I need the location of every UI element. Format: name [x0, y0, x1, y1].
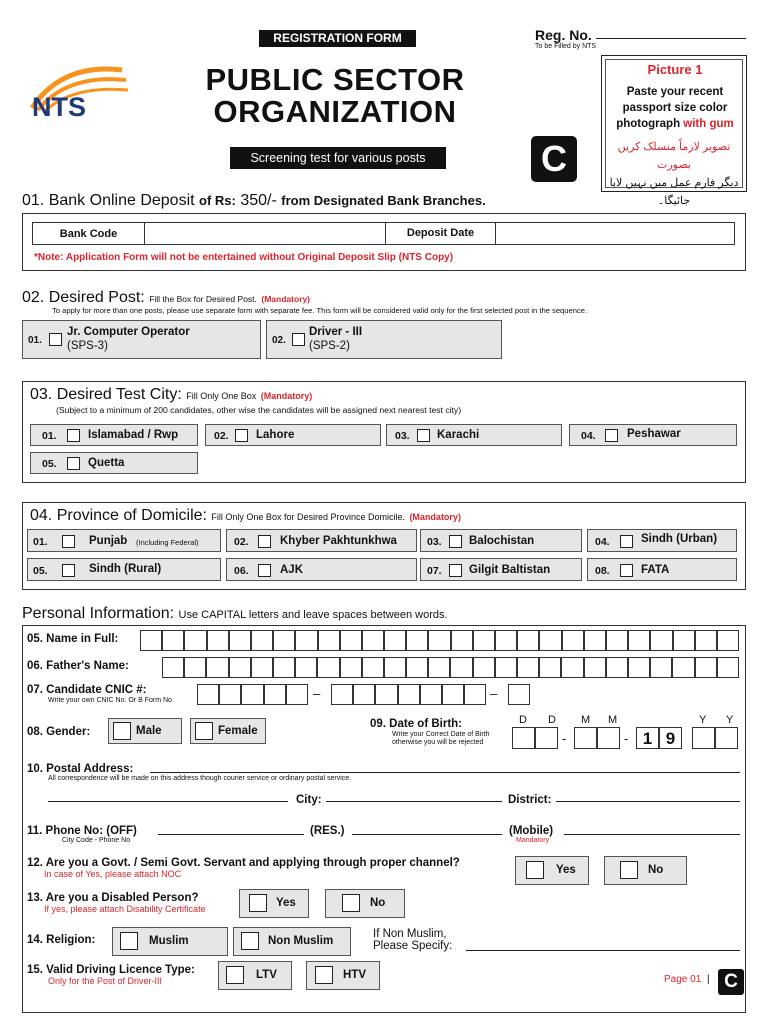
cnic-part2-cell[interactable] [331, 684, 353, 705]
disabled-note: If yes, please attach Disability Certificate [44, 904, 206, 914]
father-cell[interactable] [251, 657, 273, 678]
reg-no-field[interactable] [596, 38, 746, 39]
post-option-1-scale: (SPS-3) [67, 340, 108, 352]
bank-heading-tail: from Designated Bank Branches. [281, 193, 486, 208]
domicile-option-4[interactable] [587, 529, 737, 552]
non-muslim-field[interactable] [466, 950, 740, 951]
dob-note [392, 731, 490, 747]
city-instruction: Fill Only One Box [186, 391, 257, 401]
father-cell[interactable] [384, 657, 406, 678]
dob-letter-d2: D [548, 714, 556, 726]
picture-gum: with gum [683, 118, 734, 130]
dob-month-boxes[interactable] [574, 727, 620, 749]
city-option-1-checkbox[interactable] [67, 429, 80, 442]
post-option-1-num: 01. [28, 335, 42, 346]
city-option-2-checkbox[interactable] [235, 429, 248, 442]
cnic-grid-1[interactable] [197, 684, 308, 705]
domicile-option-1-checkbox[interactable] [62, 535, 75, 548]
licence-htv-label: HTV [343, 969, 366, 981]
cnic-grid-3[interactable] [508, 684, 530, 705]
father-cell[interactable] [584, 657, 606, 678]
nts-logo [22, 58, 132, 128]
religion-non-muslim-checkbox[interactable] [241, 932, 259, 950]
dob-sep-1: - [562, 731, 567, 746]
domicile-option-8[interactable] [587, 558, 737, 581]
cnic-part2-cell[interactable] [353, 684, 375, 705]
name-cell[interactable] [539, 630, 561, 651]
title-line-2: ORGANIZATION [213, 94, 457, 129]
deposit-date-label: Deposit Date [386, 223, 496, 244]
dob-year-1: 1 [636, 727, 659, 749]
father-cell[interactable] [206, 657, 228, 678]
domicile-option-8-checkbox[interactable] [620, 564, 633, 577]
domicile-option-5-name: Sindh (Rural) [89, 563, 162, 575]
phone-res-label: (RES.) [310, 825, 345, 837]
licence-ltv-label: LTV [256, 969, 277, 981]
cnic-dash-2: – [490, 686, 498, 701]
bank-note: *Note: Application Form will not be entertained without Original Deposit Slip (NTS Copy) [34, 252, 454, 263]
city-option-3[interactable] [386, 424, 562, 446]
gender-male-checkbox[interactable] [113, 722, 131, 740]
govt-yes-label: Yes [556, 864, 576, 876]
phone-note: City Code - Phone No [62, 837, 131, 844]
city-option-1-num: 01. [42, 430, 57, 442]
name-cell[interactable] [562, 630, 584, 651]
bank-heading [22, 192, 486, 210]
post-option-1[interactable] [22, 320, 261, 359]
dob-year-boxes[interactable] [636, 727, 738, 749]
dob-day-1[interactable] [512, 727, 535, 749]
domicile-option-2-name: Khyber Pakhtunkhwa [280, 535, 397, 547]
city-option-1[interactable] [30, 424, 198, 446]
city-option-4-checkbox[interactable] [605, 429, 618, 442]
post-instruction: Fill the Box for Desired Post. [149, 294, 257, 304]
licence-label: 15. Valid Driving Licence Type: [27, 964, 195, 976]
licence-note: Only for the Post of Driver-III [48, 976, 163, 986]
govt-label: 12. Are you a Govt. / Semi Govt. Servant and applying through proper channel? [27, 857, 460, 869]
name-cell[interactable] [628, 630, 650, 651]
city-option-3-checkbox[interactable] [417, 429, 430, 442]
cnic-part2-cell[interactable] [375, 684, 397, 705]
domicile-option-6-name: AJK [280, 564, 304, 576]
city-option-4-name: Peshawar [627, 428, 681, 440]
non-muslim-specify [373, 928, 452, 952]
domicile-option-6[interactable] [226, 558, 417, 581]
domicile-option-4-num: 04. [595, 536, 610, 548]
city-mandatory: (Mandatory) [260, 391, 313, 401]
picture-line-3 [602, 116, 748, 132]
dob-year-4[interactable] [715, 727, 738, 749]
name-cell[interactable] [406, 630, 428, 651]
picture-urdu-note [606, 138, 742, 210]
govt-no-checkbox[interactable] [620, 861, 638, 879]
phone-off-field[interactable] [158, 834, 304, 835]
dob-label: 09. Date of Birth: [370, 718, 463, 730]
cnic-part3-cell[interactable] [508, 684, 530, 705]
govt-no[interactable] [604, 856, 687, 885]
address-city-label: City: [296, 794, 322, 806]
name-cell[interactable] [251, 630, 273, 651]
city-option-2-name: Lahore [256, 429, 295, 441]
father-cell[interactable] [539, 657, 561, 678]
name-cell[interactable] [140, 630, 162, 651]
personal-heading [22, 605, 448, 623]
city-option-2[interactable] [205, 424, 381, 446]
post-subnote: To apply for more than one posts, please use separate form with separate fee. This form will be considered valid only for the first selected post in the sequence. [52, 306, 588, 315]
father-cell[interactable] [517, 657, 539, 678]
address-city-field[interactable] [326, 801, 502, 802]
dob-letter-m2: M [608, 714, 618, 726]
phone-mobile-label: (Mobile) [509, 825, 554, 837]
address-note: All correspondence will be made on this address though courier service or ordinary postal service. [48, 775, 352, 782]
disabled-no-label: No [370, 897, 386, 909]
name-grid[interactable] [140, 630, 739, 651]
father-cell[interactable] [184, 657, 206, 678]
domicile-option-7-checkbox[interactable] [449, 564, 462, 577]
disabled-no[interactable] [325, 889, 405, 918]
cnic-note: Write your own CNIC No. Or B Form No. [48, 697, 174, 704]
name-cell[interactable] [273, 630, 295, 651]
domicile-heading [30, 507, 461, 525]
non-muslim-line-1: If Non Muslim, [373, 928, 447, 940]
bank-table [32, 222, 735, 245]
city-subnote: (Subject to a minimum of 200 candidates, other wise the candidates will be assigned next nearest test city) [56, 405, 462, 415]
domicile-option-3-num: 03. [427, 536, 442, 548]
name-cell[interactable] [229, 630, 251, 651]
domicile-heading-text: 04. Province of Domicile: [30, 507, 207, 524]
personal-heading-text: Personal Information: [22, 605, 175, 622]
domicile-option-1-num: 01. [33, 536, 48, 548]
religion-non-muslim[interactable] [233, 927, 351, 956]
govt-yes-checkbox[interactable] [526, 861, 544, 879]
name-label: 05. Name in Full: [27, 633, 119, 645]
name-cell[interactable] [695, 630, 717, 651]
name-cell[interactable] [295, 630, 317, 651]
non-muslim-line-2: Please Specify: [373, 940, 453, 952]
picture-line-3-text: photograph [616, 118, 681, 130]
phone-mobile-mandatory: Mandatory [516, 837, 550, 844]
phone-res-field[interactable] [352, 834, 502, 835]
name-cell[interactable] [650, 630, 672, 651]
father-cell[interactable] [561, 657, 583, 678]
cnic-part2-cell[interactable] [420, 684, 442, 705]
father-cell[interactable] [229, 657, 251, 678]
disabled-yes-label: Yes [276, 897, 296, 909]
name-cell[interactable] [451, 630, 473, 651]
logo-text: NTS [32, 92, 86, 122]
gender-female-label: Female [218, 725, 258, 737]
title-line-1: PUBLIC SECTOR [205, 62, 465, 97]
domicile-option-7-name: Gilgit Baltistan [469, 564, 551, 576]
licence-htv[interactable] [306, 961, 380, 990]
dob-letter-y1: Y [699, 714, 707, 726]
name-cell[interactable] [473, 630, 495, 651]
name-cell[interactable] [606, 630, 628, 651]
post-option-2[interactable] [266, 320, 502, 359]
personal-instruction: Use CAPITAL letters and leave spaces between words. [178, 609, 448, 621]
domicile-option-2-checkbox[interactable] [258, 535, 271, 548]
domicile-option-3[interactable] [420, 529, 582, 552]
cnic-part1-cell[interactable] [286, 684, 308, 705]
picture-title: Picture 1 [647, 62, 703, 77]
cnic-part1-cell[interactable] [219, 684, 241, 705]
cnic-part2-cell[interactable] [442, 684, 464, 705]
father-cell[interactable] [473, 657, 495, 678]
govt-yes[interactable] [515, 856, 589, 885]
father-cell[interactable] [317, 657, 339, 678]
category-letter: C [531, 136, 577, 182]
disabled-yes[interactable] [239, 889, 309, 918]
religion-muslim-checkbox[interactable] [120, 932, 138, 950]
deposit-date-input[interactable] [496, 223, 734, 244]
domicile-option-8-num: 08. [595, 565, 610, 577]
dob-note-2: otherwise you will be rejected [392, 739, 484, 746]
post-option-2-num: 02. [272, 335, 286, 346]
father-cell[interactable] [273, 657, 295, 678]
bank-heading-amount: 350/- [240, 192, 277, 209]
father-cell[interactable] [428, 657, 450, 678]
phone-label: 11. Phone No: (OFF) [27, 825, 137, 837]
domicile-option-1-extra: (Including Federal) [136, 538, 199, 547]
dob-day-boxes[interactable] [512, 727, 558, 749]
page-number-sep: | [707, 974, 710, 985]
domicile-option-4-checkbox[interactable] [620, 535, 633, 548]
name-cell[interactable] [184, 630, 206, 651]
bank-heading-num: 01. [22, 192, 45, 209]
gender-female[interactable] [190, 718, 266, 744]
dob-letter-m1: M [581, 714, 591, 726]
address-label: 10. Postal Address: [27, 763, 134, 775]
religion-muslim[interactable] [112, 927, 228, 956]
domicile-mandatory: (Mandatory) [409, 512, 461, 522]
address-district-field[interactable] [556, 801, 740, 802]
post-option-2-name: Driver - III [309, 326, 363, 338]
city-option-4-num: 04. [581, 430, 596, 442]
cnic-part1-cell[interactable] [197, 684, 219, 705]
name-cell[interactable] [673, 630, 695, 651]
subtitle-badge: Screening test for various posts [230, 147, 446, 169]
father-cell[interactable] [717, 657, 739, 678]
father-cell[interactable] [340, 657, 362, 678]
dob-year-2: 9 [659, 727, 682, 749]
domicile-option-4-name: Sindh (Urban) [641, 533, 718, 545]
domicile-option-3-name: Balochistan [469, 535, 535, 547]
picture-line-2: passport size color [622, 102, 728, 114]
father-cell[interactable] [606, 657, 628, 678]
gender-female-checkbox[interactable] [195, 722, 213, 740]
domicile-option-5-checkbox[interactable] [62, 564, 75, 577]
reg-no-note: To be Filled by NTS [535, 43, 597, 50]
father-cell[interactable] [495, 657, 517, 678]
city-option-3-name: Karachi [437, 429, 480, 441]
post-option-2-scale: (SPS-2) [309, 340, 350, 352]
name-cell[interactable] [318, 630, 340, 651]
picture-line-1: Paste your recent [626, 86, 724, 98]
religion-muslim-label: Muslim [149, 935, 189, 947]
page-number-text: Page 01 [664, 974, 702, 985]
cnic-part2-cell[interactable] [464, 684, 486, 705]
disabled-label: 13. Are you a Disabled Person? [27, 892, 199, 904]
father-cell[interactable] [672, 657, 694, 678]
cnic-part2-cell[interactable] [398, 684, 420, 705]
reg-no-label: Reg. No. [535, 27, 592, 43]
address-district-label: District: [508, 794, 552, 806]
father-cell[interactable] [450, 657, 472, 678]
bank-heading-of: of Rs: [199, 193, 236, 208]
dob-month-1[interactable] [574, 727, 597, 749]
domicile-instruction: Fill Only One Box for Desired Province Domicile. [211, 512, 405, 522]
picture-urdu-2: دیگر فارم عمل میں نہیں لایا جائیگا۔ [609, 177, 739, 207]
domicile-option-3-checkbox[interactable] [449, 535, 462, 548]
cnic-dash-1: – [313, 686, 321, 701]
page-title [180, 64, 490, 128]
post-heading [22, 289, 310, 307]
cnic-label: 07. Candidate CNIC #: [27, 684, 147, 696]
city-heading-text: 03. Desired Test City: [30, 386, 182, 403]
page-number [664, 974, 710, 985]
domicile-option-8-name: FATA [641, 564, 670, 576]
cnic-grid-2[interactable] [331, 684, 486, 705]
city-option-3-num: 03. [395, 430, 410, 442]
bank-code-input[interactable] [145, 223, 386, 244]
city-option-2-num: 02. [214, 430, 229, 442]
gender-label: 08. Gender: [27, 726, 91, 738]
gender-male[interactable] [108, 718, 182, 744]
post-heading-text: 02. Desired Post: [22, 289, 145, 306]
city-option-5[interactable] [30, 452, 198, 474]
domicile-option-2-num: 02. [234, 536, 249, 548]
dob-day-2[interactable] [535, 727, 558, 749]
address-line-1[interactable] [150, 772, 740, 773]
domicile-option-6-checkbox[interactable] [258, 564, 271, 577]
licence-ltv-checkbox[interactable] [226, 966, 244, 984]
disabled-yes-checkbox[interactable] [249, 894, 267, 912]
dob-letter-d1: D [519, 714, 527, 726]
domicile-option-2[interactable] [226, 529, 417, 552]
city-option-5-checkbox[interactable] [67, 457, 80, 470]
picture-instructions [602, 84, 748, 132]
footer-category-letter: C [718, 969, 744, 995]
name-cell[interactable] [495, 630, 517, 651]
licence-ltv[interactable] [218, 961, 292, 990]
domicile-option-1[interactable] [27, 529, 221, 552]
name-cell[interactable] [362, 630, 384, 651]
disabled-no-checkbox[interactable] [342, 894, 360, 912]
post-option-2-checkbox[interactable] [292, 333, 305, 346]
domicile-option-6-num: 06. [234, 565, 249, 577]
name-cell[interactable] [717, 630, 739, 651]
bank-heading-main: Bank Online Deposit [48, 192, 195, 209]
domicile-option-5[interactable] [27, 558, 221, 581]
cnic-part1-cell[interactable] [264, 684, 286, 705]
name-cell[interactable] [340, 630, 362, 651]
registration-badge: REGISTRATION FORM [259, 30, 416, 47]
dob-month-2[interactable] [597, 727, 620, 749]
dob-note-1: Write your Correct Date of Birth [392, 731, 490, 738]
domicile-option-7[interactable] [420, 558, 582, 581]
domicile-option-1-name: Punjab [89, 535, 128, 547]
name-cell[interactable] [162, 630, 184, 651]
dob-sep-2: - [624, 731, 629, 746]
father-grid[interactable] [162, 657, 739, 678]
address-line-2[interactable] [48, 801, 288, 802]
city-option-5-num: 05. [42, 458, 57, 470]
dob-letter-y2: Y [726, 714, 734, 726]
city-option-5-name: Quetta [88, 457, 125, 469]
father-cell[interactable] [650, 657, 672, 678]
father-cell[interactable] [295, 657, 317, 678]
phone-mobile-field[interactable] [564, 834, 740, 835]
religion-non-muslim-label: Non Muslim [268, 935, 334, 947]
name-cell[interactable] [384, 630, 406, 651]
father-cell[interactable] [628, 657, 650, 678]
city-option-4[interactable] [569, 424, 737, 446]
name-cell[interactable] [207, 630, 229, 651]
name-cell[interactable] [517, 630, 539, 651]
name-cell[interactable] [428, 630, 450, 651]
post-option-1-name: Jr. Computer Operator [67, 326, 190, 338]
father-cell[interactable] [162, 657, 184, 678]
religion-label: 14. Religion: [27, 934, 96, 946]
father-label: 06. Father's Name: [27, 660, 129, 672]
father-cell[interactable] [695, 657, 717, 678]
govt-no-label: No [648, 864, 664, 876]
cnic-part1-cell[interactable] [241, 684, 263, 705]
post-mandatory: (Mandatory) [261, 294, 310, 304]
gender-male-label: Male [136, 725, 162, 737]
picture-urdu-1: تصویر لازماً منسلک کریں بصورت [617, 141, 731, 171]
dob-year-gap [682, 727, 692, 749]
domicile-option-7-num: 07. [427, 565, 442, 577]
name-cell[interactable] [584, 630, 606, 651]
city-heading [30, 386, 312, 404]
post-option-1-checkbox[interactable] [49, 333, 62, 346]
father-cell[interactable] [362, 657, 384, 678]
father-cell[interactable] [406, 657, 428, 678]
govt-note: In case of Yes, please attach NOC [44, 869, 182, 879]
licence-htv-checkbox[interactable] [315, 966, 333, 984]
bank-code-label: Bank Code [33, 223, 145, 244]
picture-box[interactable] [601, 55, 747, 207]
domicile-option-5-num: 05. [33, 565, 48, 577]
dob-year-3[interactable] [692, 727, 715, 749]
city-option-1-name: Islamabad / Rwp [88, 429, 179, 441]
